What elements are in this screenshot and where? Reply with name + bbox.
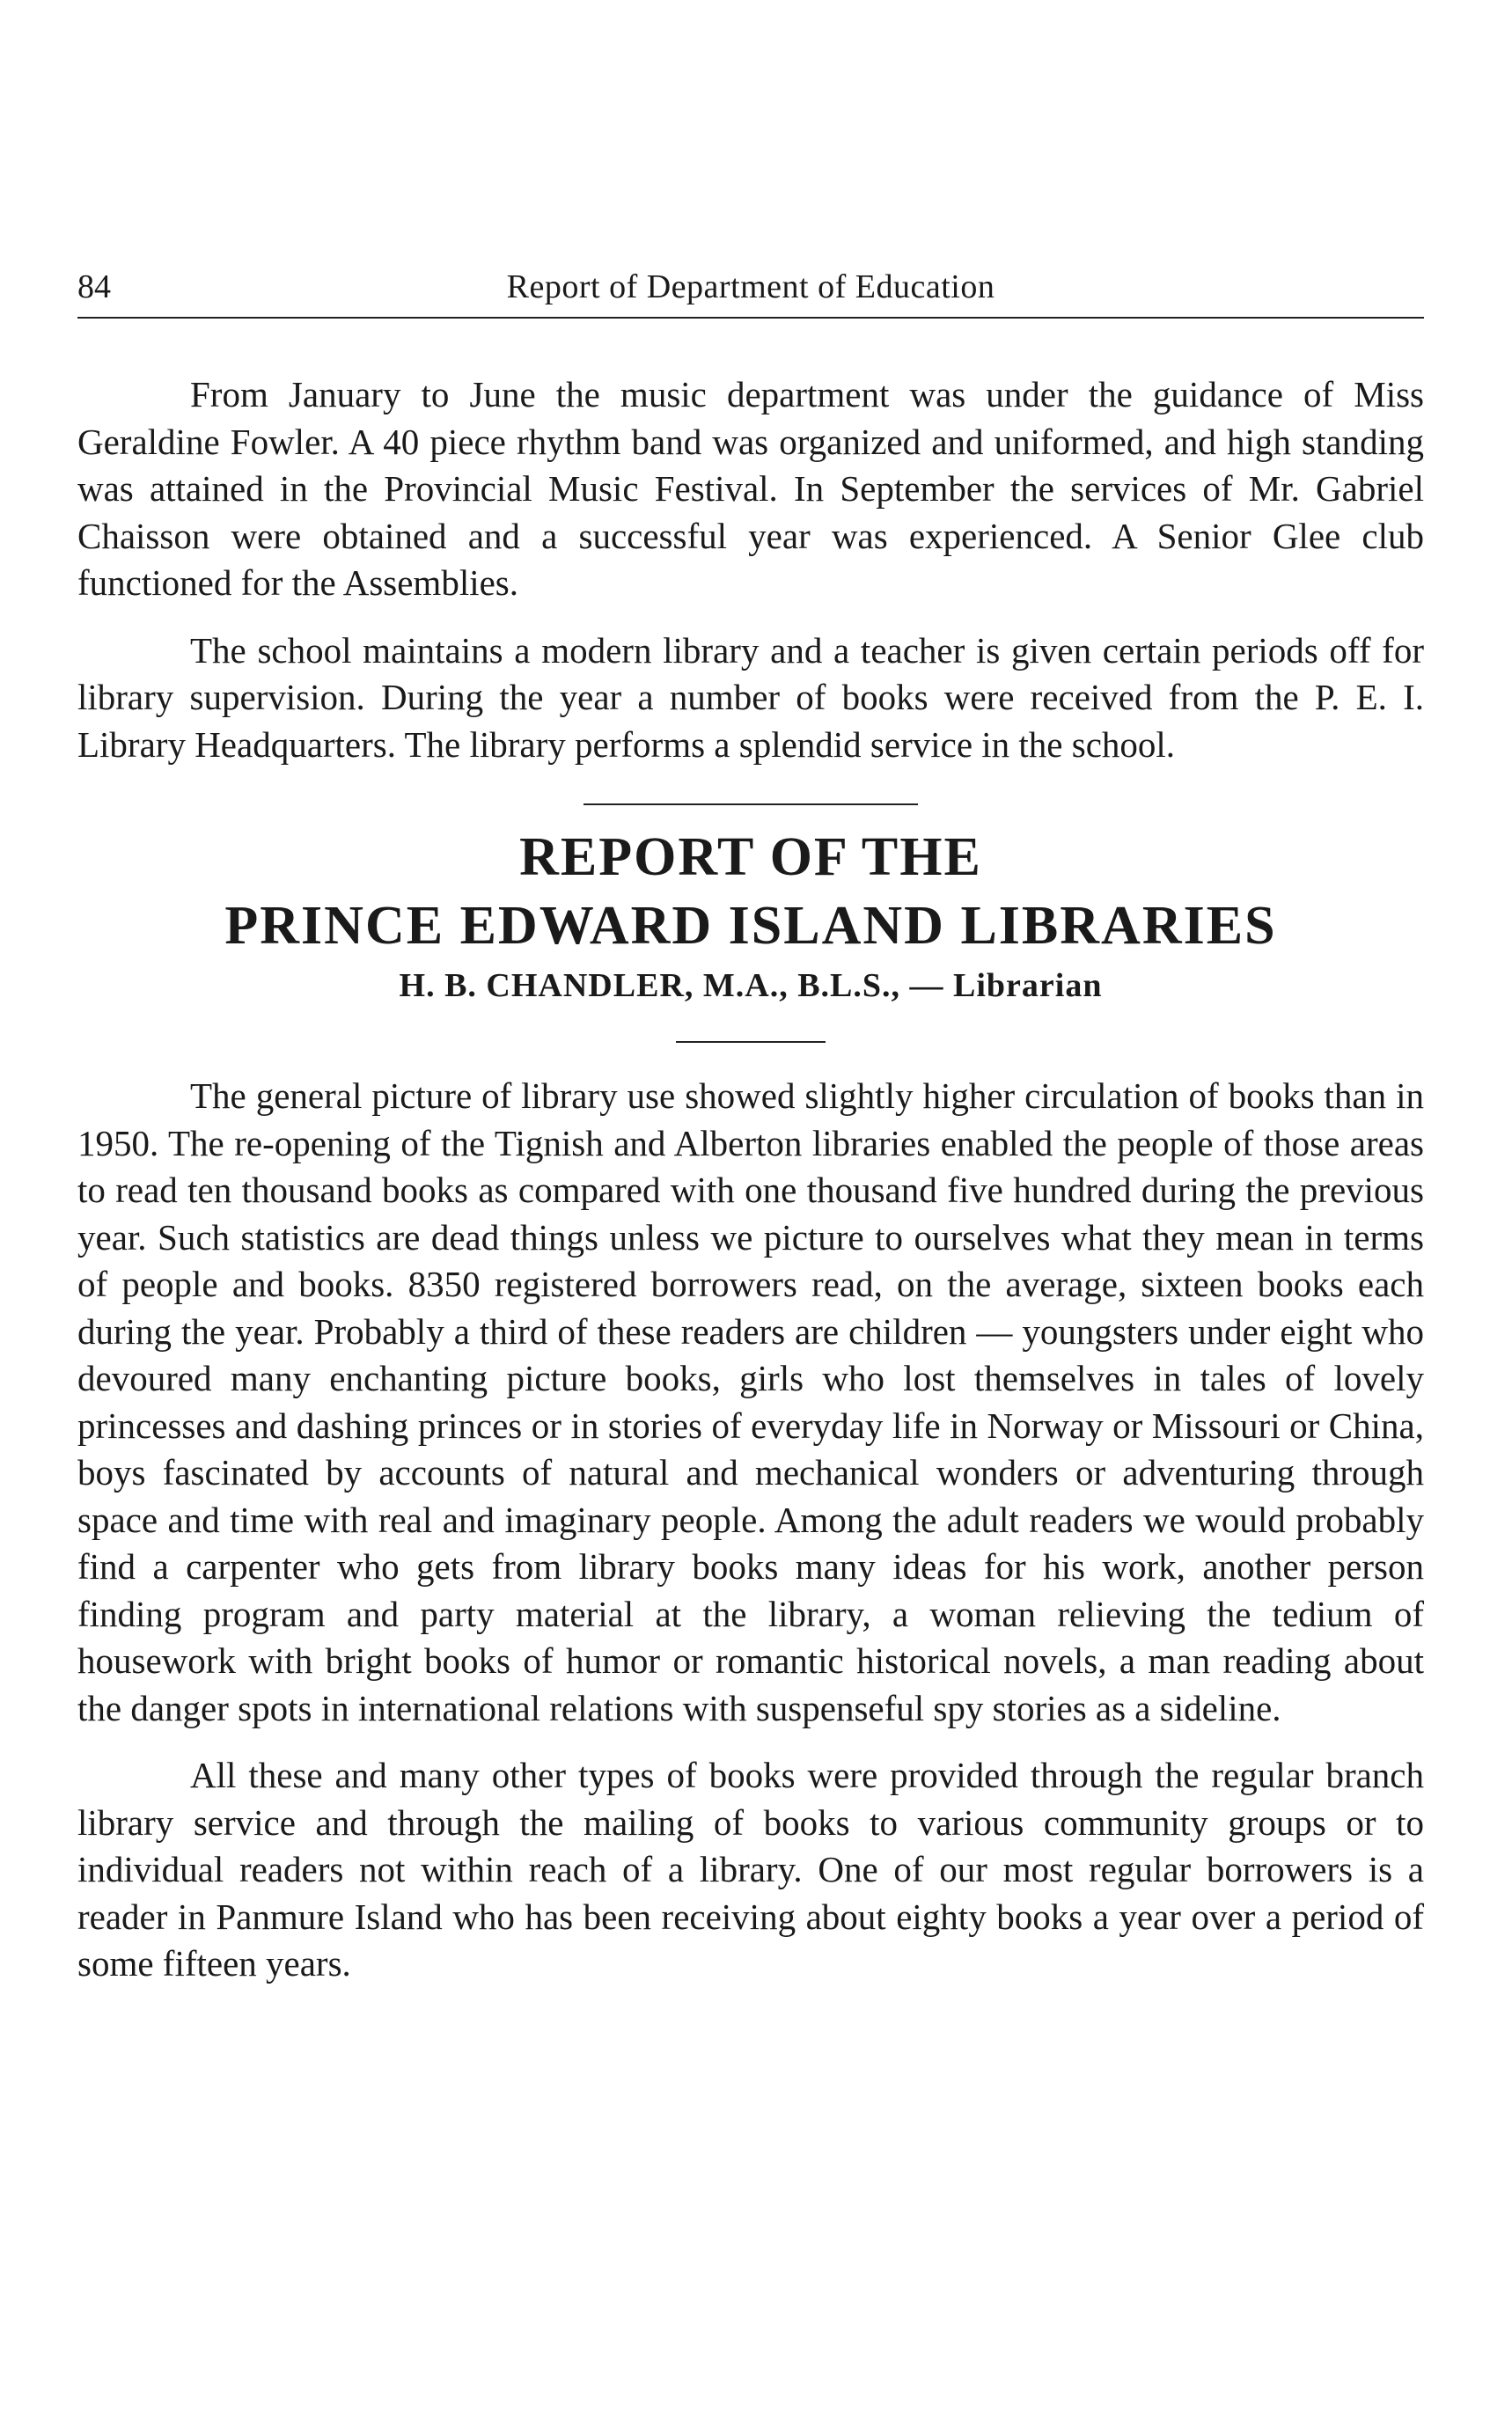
paragraph-school-library: The school maintains a modern library and a teacher is given certain periods off for library supervision. During the year a number of books were received from the P. E. I. Library Headquarters. The library performs a splendid service in the school. xyxy=(77,629,1424,765)
page-number: 84 xyxy=(77,268,111,305)
paragraph-music-department: From January to June the music department was under the guidance of Miss Geraldine Fowler. A 40 piece rhythm band was organized and uniformed, and high standing was attained in the Provincial Music Festival. In September the services of Mr. Gabriel Chaisson were obtained and a successful year was experienced. A Senior Glee club functioned for the Assemblies. xyxy=(77,374,1424,603)
paragraph-book-services: All these and many other types of books were provided through the regular branch library service and through the mailing of books to various community groups or to individual readers not within reach of a library. One of our most regular borrowers is a reader in Panmure Island who has been receiving about eighty books a year over a period of some fifteen years. xyxy=(77,1755,1424,1984)
section-byline: H. B. CHANDLER, M.A., B.L.S., — Librarian xyxy=(399,967,1103,1004)
paragraph-library-use: The general picture of library use showed slightly higher circulation of books than in 1950. The re-opening of the Tignish and Alberton libraries enabled the people of those areas to read ten thousand books as compared with one thousand five hundred during the previous year. Such statistics are dead things unless we picture to ourselves what they mean in terms of people and books. 8350 registered borrowers read, on the average, sixteen books each during the year. Probably a third of these readers are children — youngsters under eight who devoured many enchanting picture books, girls who lost themselves in tales of lovely princesses and dashing princes or in stories of everyday life in Norway or Missouri or China, boys fascinated by accounts of natural and mechanical wonders or adventuring through space and time with real and imaginary people. Among the adult readers we would probably find a carpenter who gets from library books many ideas for his work, another person finding program and party material at the library, a woman relieving the tedium of housework with bright books of humor or romantic historical novels, a man reading about the danger spots in international relations with suspenseful spy stories as a sideline. xyxy=(77,1075,1424,1728)
running-header xyxy=(77,264,1424,319)
running-title: Report of Department of Education xyxy=(506,268,995,305)
section-divider-bottom xyxy=(676,1041,826,1043)
section-divider-top xyxy=(584,803,918,805)
section-title-line-1: REPORT OF THE xyxy=(519,827,982,887)
section-title-line-2: PRINCE EDWARD ISLAND LIBRARIES xyxy=(224,896,1277,956)
document-page xyxy=(77,264,1424,1988)
